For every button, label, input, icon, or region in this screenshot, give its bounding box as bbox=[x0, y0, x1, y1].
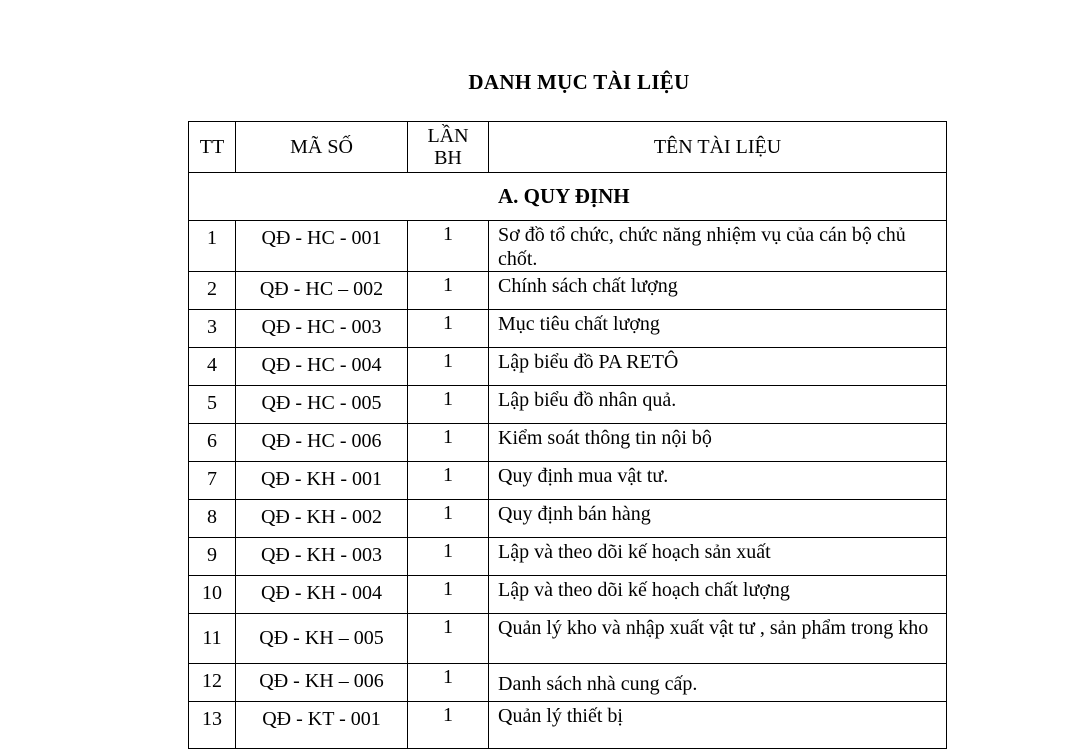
row-version: 1 bbox=[408, 424, 489, 462]
row-version: 1 bbox=[408, 310, 489, 348]
row-document-name: Quản lý kho và nhập xuất vật tư , sản phẩm trong kho bbox=[489, 614, 947, 664]
row-code: QĐ - KT - 001 bbox=[236, 702, 408, 749]
row-version: 1 bbox=[408, 272, 489, 310]
row-version: 1 bbox=[408, 664, 489, 702]
header-ma-so: MÃ SỐ bbox=[236, 122, 408, 173]
row-document-name: Lập và theo dõi kế hoạch sản xuất bbox=[489, 538, 947, 576]
row-number: 3 bbox=[189, 310, 236, 348]
row-code: QĐ - HC - 005 bbox=[236, 386, 408, 424]
table-row bbox=[189, 386, 947, 424]
table-row bbox=[189, 702, 947, 749]
table-row bbox=[189, 221, 947, 272]
row-document-name: Mục tiêu chất lượng bbox=[489, 310, 947, 348]
row-code: QĐ - KH – 006 bbox=[236, 664, 408, 702]
row-code: QĐ - KH - 001 bbox=[236, 462, 408, 500]
row-number: 4 bbox=[189, 348, 236, 386]
row-version: 1 bbox=[408, 538, 489, 576]
row-code: QĐ - KH - 004 bbox=[236, 576, 408, 614]
document-list-table bbox=[188, 121, 947, 749]
header-tt: TT bbox=[189, 122, 236, 173]
table-row bbox=[189, 500, 947, 538]
table-row bbox=[189, 576, 947, 614]
table-row bbox=[189, 614, 947, 664]
row-document-name: Lập biểu đồ nhân quả. bbox=[489, 386, 947, 424]
row-code: QĐ - HC - 003 bbox=[236, 310, 408, 348]
row-number: 12 bbox=[189, 664, 236, 702]
row-number: 11 bbox=[189, 614, 236, 664]
row-document-name: Kiểm soát thông tin nội bộ bbox=[489, 424, 947, 462]
header-lan-bh-line1: LẦN bbox=[427, 125, 469, 147]
table-row bbox=[189, 664, 947, 702]
table-row bbox=[189, 272, 947, 310]
header-lan-bh-line2: BH bbox=[434, 147, 462, 169]
row-version: 1 bbox=[408, 348, 489, 386]
row-version: 1 bbox=[408, 576, 489, 614]
row-document-name: Quản lý thiết bị bbox=[489, 702, 947, 749]
table-row bbox=[189, 538, 947, 576]
table-row bbox=[189, 424, 947, 462]
row-code: QĐ - HC - 001 bbox=[236, 221, 408, 272]
row-number: 6 bbox=[189, 424, 236, 462]
section-title: A. QUY ĐỊNH bbox=[189, 173, 947, 221]
row-version: 1 bbox=[408, 221, 489, 272]
row-document-name: Lập và theo dõi kế hoạch chất lượng bbox=[489, 576, 947, 614]
row-version: 1 bbox=[408, 462, 489, 500]
table-row bbox=[189, 348, 947, 386]
table-header-row bbox=[189, 122, 947, 173]
row-version: 1 bbox=[408, 386, 489, 424]
row-document-name: Lập biểu đồ PA RETÔ bbox=[489, 348, 947, 386]
row-number: 7 bbox=[189, 462, 236, 500]
row-code: QĐ - KH - 002 bbox=[236, 500, 408, 538]
table-row bbox=[189, 462, 947, 500]
row-code: QĐ - HC - 004 bbox=[236, 348, 408, 386]
row-code: QĐ - HC – 002 bbox=[236, 272, 408, 310]
row-number: 8 bbox=[189, 500, 236, 538]
row-number: 5 bbox=[189, 386, 236, 424]
row-document-name: Quy định bán hàng bbox=[489, 500, 947, 538]
row-number: 2 bbox=[189, 272, 236, 310]
row-code: QĐ - KH - 003 bbox=[236, 538, 408, 576]
row-number: 1 bbox=[189, 221, 236, 272]
row-version: 1 bbox=[408, 614, 489, 664]
row-document-name: Chính sách chất lượng bbox=[489, 272, 947, 310]
section-row bbox=[189, 173, 947, 221]
document-title: DANH MỤC TÀI LIỆU bbox=[468, 70, 690, 94]
row-code: QĐ - HC - 006 bbox=[236, 424, 408, 462]
row-number: 13 bbox=[189, 702, 236, 749]
row-number: 9 bbox=[189, 538, 236, 576]
table-row bbox=[189, 310, 947, 348]
row-code: QĐ - KH – 005 bbox=[236, 614, 408, 664]
row-document-name: Quy định mua vật tư. bbox=[489, 462, 947, 500]
header-lan-bh bbox=[408, 122, 489, 173]
row-number: 10 bbox=[189, 576, 236, 614]
header-ten-tai-lieu: TÊN TÀI LIỆU bbox=[489, 122, 947, 173]
row-document-name: Danh sách nhà cung cấp. bbox=[489, 664, 947, 702]
row-document-name: Sơ đồ tổ chức, chức năng nhiệm vụ của cán bộ chủ chốt. bbox=[489, 221, 947, 272]
row-version: 1 bbox=[408, 500, 489, 538]
row-version: 1 bbox=[408, 702, 489, 749]
